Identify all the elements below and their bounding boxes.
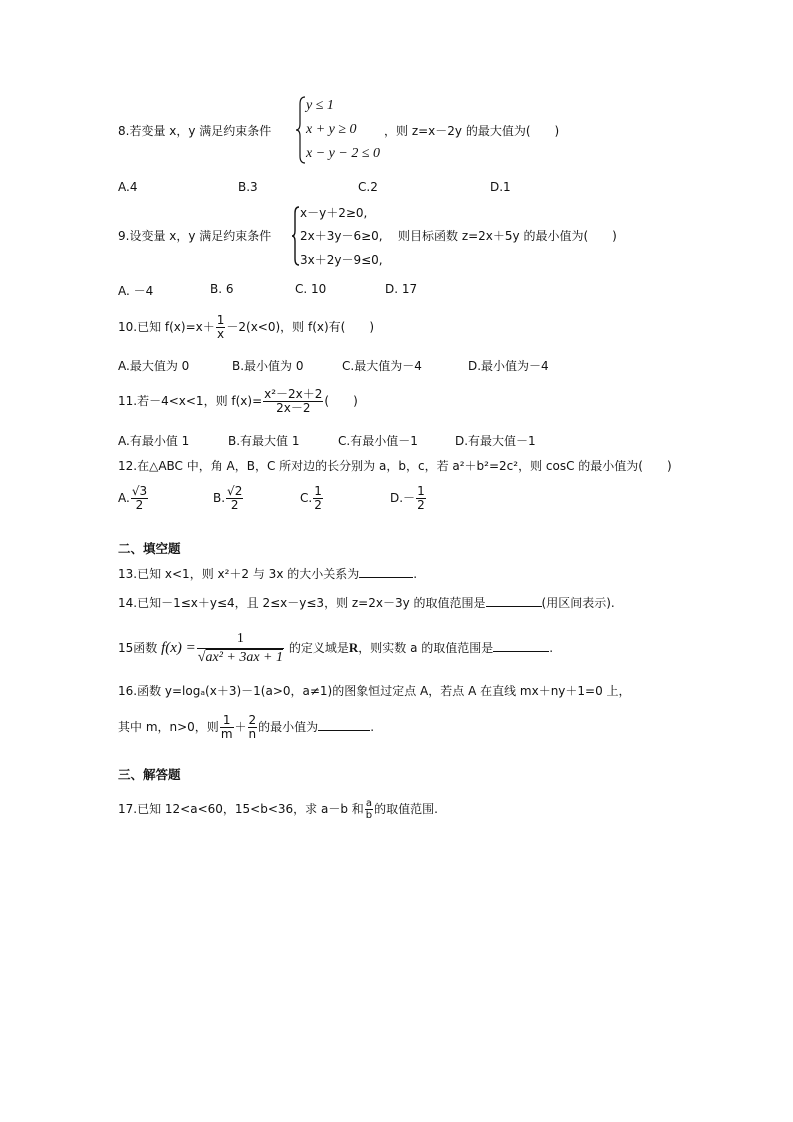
radical-icon: √ xyxy=(197,650,206,665)
q15-suffix: ，则实数 a 的取值范围是 xyxy=(358,641,494,655)
q8-option-c[interactable]: C.2 xyxy=(358,180,378,194)
q10-option-b[interactable]: B.最小值为 0 xyxy=(232,359,304,373)
q11-option-d[interactable]: D.有最大值－1 xyxy=(455,434,536,448)
q8-constraint-1: y ≤ 1 xyxy=(306,98,334,113)
q17-prefix: 17.已知 12<a<60，15<b<36，求 a－b 和 xyxy=(118,802,364,816)
q15-frac-den-wrap xyxy=(197,649,284,667)
q11-suffix: ( ) xyxy=(324,394,358,408)
q11-option-b[interactable]: B.有最大值 1 xyxy=(228,434,300,448)
q16-line-1: 16.函数 y=logₐ(x＋3)－1(a>0，a≠1)的图象恒过定点 A，若点 A 在直线 mx＋ny＋1=0 上， xyxy=(118,684,631,698)
q16-f1-num: 1 xyxy=(220,714,234,728)
q10-suffix: －2(x<0)，则 f(x)有( ) xyxy=(226,320,375,334)
q8-constraint-2: x + y ≥ 0 xyxy=(306,122,357,137)
q11-fraction xyxy=(263,388,323,415)
q8-option-b[interactable]: B.3 xyxy=(238,180,258,194)
q17-frac-den: b xyxy=(365,810,373,821)
q8-suffix: ，则 z=x－2y 的最大值为( ) xyxy=(384,124,560,138)
q11-frac-den: 2x－2 xyxy=(276,401,311,415)
q12-option-c-fraction xyxy=(313,485,323,512)
q13-prefix: 13.已知 x<1，则 x²＋2 与 3x 的大小关系为 xyxy=(118,567,360,581)
q16-line-2 xyxy=(118,712,374,742)
q11-prefix: 11.若－4<x<1，则 f(x)= xyxy=(118,394,263,408)
q12-option-c[interactable] xyxy=(300,485,324,512)
q9-prefix: 9.设变量 x，y 满足约束条件 xyxy=(118,229,272,243)
q12-option-b-letter: B. xyxy=(213,491,226,505)
q16-line2-prefix: 其中 m，n>0，则 xyxy=(118,720,219,734)
q12-text: 12.在△ABC 中，角 A，B，C 所对边的长分别为 a，b，c，若 a²＋b²=2c²，则 cosC 的最小值为( ) xyxy=(118,459,672,473)
section-3-heading: 三、解答题 xyxy=(118,767,181,782)
q11-option-c[interactable]: C.有最小值－1 xyxy=(338,434,418,448)
q16-f1-den: m xyxy=(220,727,233,741)
q15-answer-blank[interactable] xyxy=(493,639,549,652)
q12-option-a-letter: A. xyxy=(118,491,130,505)
q10-option-c[interactable]: C.最大值为－4 xyxy=(342,359,422,373)
q14-line xyxy=(118,594,615,611)
q9-option-a[interactable]: A. －4 xyxy=(118,284,154,298)
q14-suffix: (用区间表示). xyxy=(541,596,615,610)
q8-prefix xyxy=(118,123,271,139)
q13-line xyxy=(118,565,417,582)
q12-option-a-fraction xyxy=(131,485,148,512)
q11-frac-num: x²－2x＋2 xyxy=(264,387,323,401)
q15-frac-den: ax² + 3ax + 1 xyxy=(205,650,284,665)
q16-f2-num: 2 xyxy=(248,713,257,727)
q16-answer-blank[interactable] xyxy=(318,718,370,731)
q16-end: . xyxy=(370,720,375,734)
q12-option-c-letter: C. xyxy=(300,491,313,505)
q15-frac-num: 1 xyxy=(197,630,284,649)
q12-option-b-den: 2 xyxy=(230,498,239,512)
q15-bold-r: R xyxy=(348,640,359,655)
q10-option-a[interactable]: A.最大值为 0 xyxy=(118,359,190,373)
q15-mid: 的定义域是 xyxy=(288,641,349,655)
q12-option-d-num: 1 xyxy=(417,484,425,498)
q8-brace xyxy=(296,96,306,164)
q12-option-a-den: 2 xyxy=(135,498,144,512)
q12-option-b[interactable] xyxy=(213,485,244,512)
q16-f2-den: n xyxy=(248,727,257,741)
q15-end: . xyxy=(549,641,554,655)
q17-frac-num: a xyxy=(365,798,373,809)
q9-option-b[interactable]: B. 6 xyxy=(210,282,234,296)
q9-option-c[interactable]: C. 10 xyxy=(295,282,327,296)
q14-prefix: 14.已知－1≤x＋y≤4，且 2≤x－y≤3，则 z=2x－3y 的取值范围是 xyxy=(118,596,486,610)
q12-option-d-den: 2 xyxy=(417,498,425,512)
q13-suffix: . xyxy=(413,567,418,581)
q15-function: f(x) = xyxy=(161,640,196,656)
q9-option-d[interactable]: D. 17 xyxy=(385,282,418,296)
q10-line xyxy=(118,312,374,342)
q14-answer-blank[interactable] xyxy=(486,594,542,607)
q12-option-a-num: √3 xyxy=(131,484,148,498)
q16-plus: ＋ xyxy=(234,720,247,734)
q15-line xyxy=(118,630,553,667)
q13-answer-blank[interactable] xyxy=(359,565,413,578)
q10-option-d[interactable]: D.最小值为－4 xyxy=(468,359,549,373)
q12-option-b-fraction xyxy=(226,485,243,512)
q9-constraint-2: 2x＋3y－6≥0, xyxy=(300,229,383,243)
q12-option-a[interactable] xyxy=(118,485,149,512)
q16-fraction-2 xyxy=(248,714,258,741)
q9-suffix: 则目标函数 z=2x＋5y 的最小值为( ) xyxy=(398,229,617,243)
q16-line2-suffix: 的最小值为 xyxy=(258,720,319,734)
section-2-heading: 二、填空题 xyxy=(118,541,181,556)
q10-fraction xyxy=(216,314,226,341)
q9-brace xyxy=(292,206,300,266)
q9-constraint-3: 3x＋2y－9≤0, xyxy=(300,253,383,267)
q9-constraint-1: x－y＋2≥0, xyxy=(300,206,368,220)
q17-fraction xyxy=(365,798,373,821)
q12-option-c-den: 2 xyxy=(314,498,322,512)
q8-option-d[interactable]: D.1 xyxy=(490,180,511,194)
q17-line xyxy=(118,794,438,824)
q11-option-a[interactable]: A.有最小值 1 xyxy=(118,434,190,448)
q8-option-a[interactable]: A.4 xyxy=(118,180,138,194)
q8-constraint-3: x − y − 2 ≤ 0 xyxy=(306,146,381,161)
q12-option-c-num: 1 xyxy=(314,484,322,498)
q12-option-b-num: √2 xyxy=(227,484,243,498)
q17-suffix: 的取值范围. xyxy=(374,802,438,816)
q11-line xyxy=(118,386,358,416)
q10-frac-num: 1 xyxy=(216,313,225,327)
q12-option-d[interactable] xyxy=(390,485,427,512)
q16-fraction-1 xyxy=(220,714,234,741)
q12-option-d-fraction xyxy=(416,485,426,512)
q15-fraction xyxy=(197,630,284,667)
q8-prefix-text: 8.若变量 x，y 满足约束条件 xyxy=(118,124,272,138)
q10-frac-den: x xyxy=(217,327,225,341)
q15-prefix: 15函数 xyxy=(118,641,158,655)
q12-option-d-letter: D.－ xyxy=(390,491,416,505)
q10-prefix: 10.已知 f(x)=x＋ xyxy=(118,320,215,334)
